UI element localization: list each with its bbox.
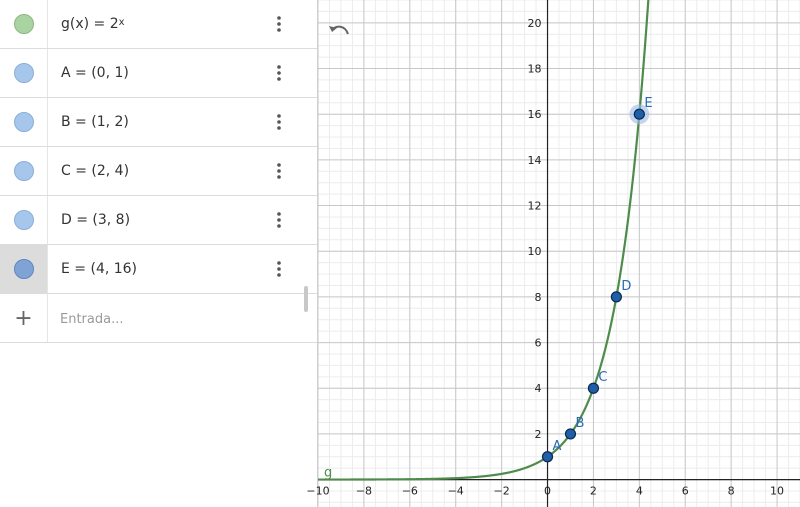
visibility-toggle[interactable] [0, 147, 48, 195]
marble-icon [14, 161, 34, 181]
x-tick-label: 4 [635, 484, 643, 498]
x-tick-label: −4 [447, 484, 464, 498]
y-tick-label: 18 [527, 62, 542, 76]
x-tick-label: −8 [355, 484, 373, 498]
x-tick-label: 6 [681, 484, 689, 498]
algebra-expression[interactable] [61, 196, 130, 244]
x-tick-label: −6 [401, 484, 418, 498]
algebra-item-g[interactable] [0, 0, 317, 49]
algebra-view [0, 0, 318, 507]
x-tick-label: −2 [493, 484, 510, 498]
y-tick-label: 2 [534, 427, 542, 441]
y-tick-label: 6 [534, 336, 542, 350]
more-options-button[interactable] [271, 49, 287, 97]
algebra-expression[interactable] [61, 0, 125, 48]
x-tick-label: 8 [727, 484, 735, 498]
expression-text: A = (0, 1) [61, 65, 129, 81]
algebra-item-B[interactable] [0, 98, 317, 147]
y-tick-label: 4 [534, 382, 542, 396]
point-label: A [552, 438, 562, 454]
kebab-icon [277, 163, 281, 179]
algebra-expression[interactable] [61, 49, 129, 97]
plus-icon[interactable]: + [0, 294, 48, 342]
point-E[interactable] [634, 109, 644, 119]
y-tick-label: 20 [527, 16, 542, 30]
kebab-icon [277, 212, 281, 228]
point-label: D [621, 278, 632, 294]
visibility-toggle[interactable] [0, 98, 48, 146]
algebra-expression[interactable] [61, 98, 129, 146]
algebra-items [0, 0, 317, 294]
expression-text: B = (1, 2) [61, 114, 129, 130]
algebra-input[interactable] [58, 306, 292, 332]
kebab-icon [277, 261, 281, 277]
y-tick-label: 10 [527, 245, 542, 259]
x-tick-label: 2 [589, 484, 597, 498]
marble-icon [14, 210, 34, 230]
marble-icon [14, 112, 34, 132]
x-tick-label: 10 [770, 484, 785, 498]
x-tick-label: −10 [306, 484, 330, 498]
kebab-icon [277, 65, 281, 81]
visibility-toggle[interactable] [0, 0, 48, 48]
minor-grid [318, 0, 800, 507]
more-options-button[interactable] [271, 0, 287, 48]
y-tick-label: 14 [527, 153, 542, 167]
undo-icon [326, 22, 352, 42]
visibility-toggle[interactable] [0, 49, 48, 97]
input-row[interactable] [0, 294, 317, 343]
point-A[interactable] [543, 452, 553, 462]
point-label: C [598, 370, 608, 386]
x-tick-label: 0 [544, 484, 552, 498]
kebab-icon [277, 16, 281, 32]
point-D[interactable] [611, 292, 621, 302]
algebra-item-A[interactable] [0, 49, 317, 98]
y-tick-label: 16 [527, 108, 542, 122]
point-label: B [575, 415, 585, 431]
expression-exponent: x [118, 16, 125, 28]
algebra-item-D[interactable] [0, 196, 317, 245]
more-options-button[interactable] [271, 98, 287, 146]
algebra-expression[interactable] [61, 147, 129, 195]
marble-icon [14, 259, 34, 279]
more-options-button[interactable] [271, 147, 287, 195]
scrollbar[interactable] [304, 286, 308, 312]
algebra-item-E[interactable] [0, 245, 317, 294]
graphics-view[interactable] [306, 0, 800, 507]
point-label: E [644, 96, 653, 112]
undo-button[interactable] [326, 22, 352, 42]
marble-icon [14, 63, 34, 83]
expression-text: D = (3, 8) [61, 212, 131, 228]
marble-icon [14, 14, 34, 34]
expression-text: C = (2, 4) [61, 163, 130, 179]
y-tick-label: 12 [527, 199, 542, 213]
expression-text: g(x) = 2 [61, 16, 119, 32]
algebra-item-C[interactable] [0, 147, 317, 196]
point-B[interactable] [565, 429, 575, 439]
visibility-toggle[interactable] [0, 196, 48, 244]
function-label: g [324, 465, 333, 481]
more-options-button[interactable] [271, 245, 287, 293]
expression-text: E = (4, 16) [61, 261, 138, 277]
point-C[interactable] [588, 383, 598, 393]
algebra-expression[interactable] [61, 245, 137, 293]
y-tick-label: 8 [534, 290, 542, 304]
visibility-toggle[interactable] [0, 245, 48, 293]
kebab-icon [277, 114, 281, 130]
more-options-button[interactable] [271, 196, 287, 244]
